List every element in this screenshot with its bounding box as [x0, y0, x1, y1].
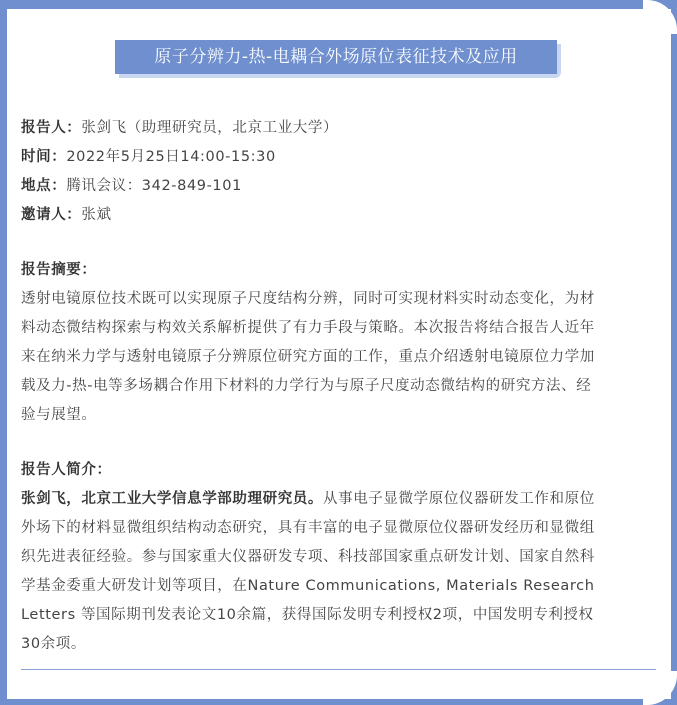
- abstract-text: [21, 285, 656, 430]
- bio-line: Letters 等国际期刊发表论文10余篇，获得国际发明专利授权2项，中国发明专利授权: [21, 607, 594, 623]
- place-label: 地点：: [21, 178, 67, 194]
- frame-bottom-border: [0, 699, 677, 705]
- speaker-value: 张剑飞（助理研究员，北京工业大学）: [81, 120, 339, 136]
- time-label: 时间：: [21, 149, 67, 165]
- abstract-heading: 报告摘要：: [21, 262, 97, 278]
- bio-lead: 张剑飞，北京工业大学信息学部助理研究员。: [21, 491, 323, 507]
- bio-line: 外场下的材料显微组织结构动态研究，具有丰富的电子显微原位仪器研发经历和显微组: [21, 520, 595, 536]
- abstract-line: 透射电镜原位技术既可以实现原子尺度结构分辨，同时可实现材料实时动态变化，为材: [21, 291, 595, 307]
- frame-top-border: [0, 0, 677, 9]
- bio-line-rest: 从事电子显微学原位仪器研发工作和原位: [323, 491, 595, 507]
- bio-line: 学基金委重大研发计划等项目，在Nature Communications, Materials Research: [21, 578, 595, 594]
- bio-line: 织先进表征经验。参与国家重大仪器研发专项、科技部国家重点研发计划、国家自然科: [21, 549, 595, 565]
- abstract-line: 料动态微结构探索与构效关系解析提供了有力手段与策略。本次报告将结合报告人近年: [21, 320, 595, 336]
- bio-line: [21, 485, 656, 514]
- bio-text: [21, 485, 656, 659]
- abstract-line: 验与展望。: [21, 407, 97, 423]
- page-title: 原子分辨力-热-电耦合外场原位表征技术及应用: [115, 40, 557, 74]
- abstract-line: 载及力-热-电等多场耦合作用下材料的力学行为与原子尺度动态微结构的研究方法、经: [21, 378, 592, 394]
- frame-right-border: [671, 0, 677, 705]
- place-row: [21, 172, 656, 201]
- time-row: [21, 143, 656, 172]
- speaker-row: [21, 114, 656, 143]
- abstract-line: 来在纳米力学与透射电镜原子分辨原位研究方面的工作，重点介绍透射电镜原位力学加: [21, 349, 595, 365]
- bio-line: 30余项。: [21, 636, 86, 652]
- place-value: 腾讯会议：342-849-101: [66, 178, 242, 194]
- speaker-label: 报告人：: [21, 120, 82, 136]
- content: [21, 114, 656, 659]
- bottom-divider: [21, 669, 656, 670]
- bio-heading: 报告人简介：: [21, 462, 112, 478]
- time-value: 2022年5月25日14:00-15:30: [66, 149, 276, 165]
- inviter-label: 邀请人：: [21, 207, 82, 223]
- inviter-row: [21, 201, 656, 230]
- frame-left-border: [0, 0, 7, 705]
- title-banner: [115, 40, 561, 78]
- inviter-value: 张斌: [81, 207, 112, 223]
